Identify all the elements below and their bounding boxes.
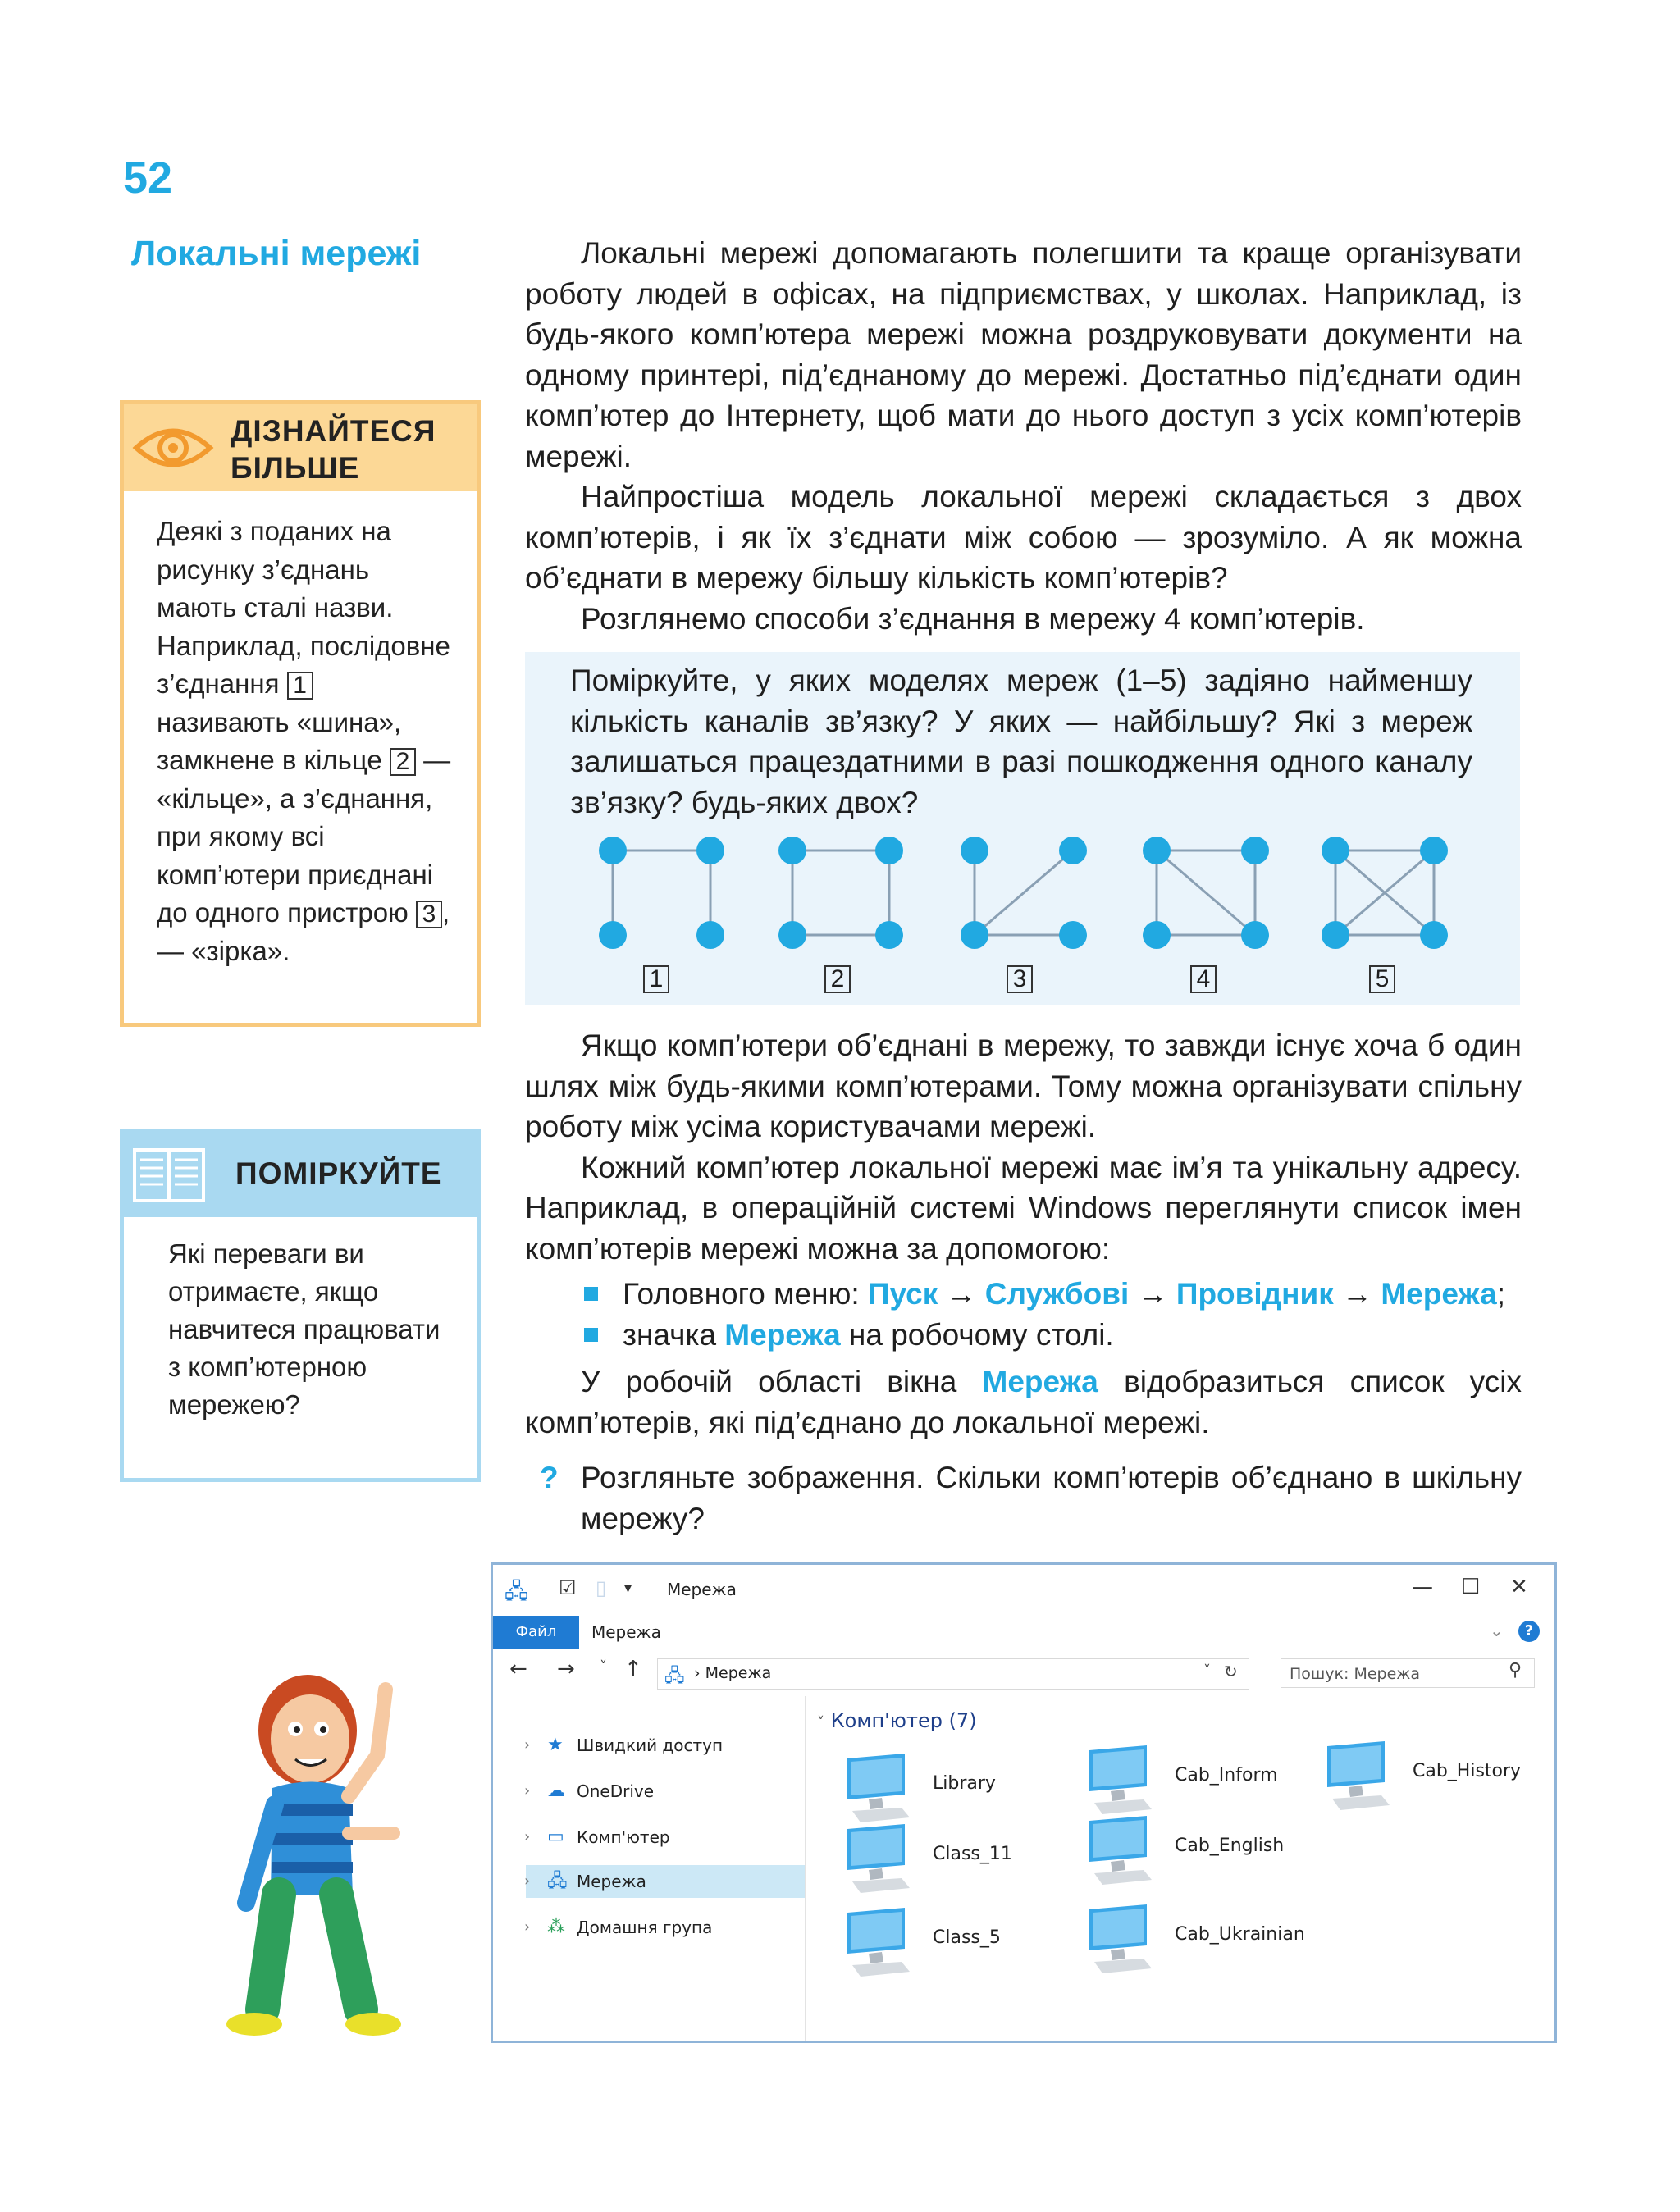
think-box [120,1129,481,1482]
chevron-right-icon[interactable]: › [524,1782,531,1799]
computer-icon [1078,1744,1160,1816]
node [1143,837,1171,864]
cloud-icon: ☁ [547,1781,565,1801]
computer-icon [1078,1814,1160,1886]
think-text: Які переваги ви отримаєте, якщо навчитеся працювати з комп’ютерною мережею? [168,1238,441,1420]
nav-item-quick-access[interactable] [526,1729,805,1762]
computer-icon [836,1906,918,1978]
new-folder-icon[interactable]: ▯ [596,1576,607,1599]
intro-paragraph-2: Найпростіша модель локальної мережі складається з двох комп’ютерів, і як їх з’єднати між собою — зрозуміло. А як можна об’єднати в мережу більшу кількість комп’ютерів? [525,480,1522,595]
question-text: Поміркуйте, у яких моделях мереж (1–5) задіяно найменшу кількість каналів зв’язку? У яких — найбільшу? Які з мереж залишаться працездатними в разі пошкодження одного каналу зв’язку? будь-яких двох? [570,664,1472,819]
address-bar-row [493,1649,1554,1696]
back-arrow-icon[interactable]: ← [509,1657,527,1681]
diagram-label-1: 1 [643,965,669,993]
forward-arrow-icon[interactable]: → [557,1657,575,1681]
node [1420,921,1448,949]
page-number: 52 [123,153,173,203]
bullet-text-2 [623,1315,1114,1356]
chevron-right-icon[interactable]: › [524,1918,531,1936]
computer-name: Class_11 [933,1844,1012,1864]
task-text: Розгляньте зображення. Скільки комп’ютерів об’єднано в шкільну мережу? [581,1461,1522,1535]
node [961,837,988,864]
paragraph-work-area [525,1361,1522,1443]
homegroup-icon: ⁂ [547,1917,565,1937]
label-box: 2 [390,748,416,776]
network-diagrams [525,652,1520,1005]
label-box: 3 [416,901,442,928]
boy-illustration [213,1657,410,2042]
intro-text [525,233,1522,639]
paragraph-paths: Якщо комп’ютери об’єднані в мережу, то завжди існує хоча б один шлях між будь-якими комп’ютерами. Тому можна організувати спільну роботу між усіма користувачами мережі. [525,1028,1522,1143]
properties-icon[interactable]: ☑ [559,1576,577,1599]
nav-label: Домашня група [577,1918,713,1937]
diagram-label-3: 3 [1007,965,1033,993]
address-dropdown-icon[interactable]: ˅ [1203,1662,1211,1680]
node [778,837,806,864]
bullet-square-icon [584,1287,598,1301]
computer-item[interactable] [1078,1903,1305,1977]
bullet-list [525,1274,1522,1355]
customize-dropdown-icon[interactable]: ▾ [624,1580,632,1597]
computer-name: Class_5 [933,1927,1001,1948]
node [961,921,988,949]
nav-item-onedrive[interactable] [526,1775,805,1808]
diagram-label-5: 5 [1369,965,1395,993]
navigation-pane [493,1696,806,2041]
bullet-2-prefix: значка [623,1317,725,1352]
learn-more-text-3: — «кільце», а з’єднання, при якому всі комп’ютери приєднані до одного пристрою [157,745,451,928]
computer-name: Cab_Ukrainian [1175,1924,1305,1945]
network-icon: 🖧 [504,1580,528,1604]
nav-item-network[interactable] [526,1865,805,1898]
computer-icon [836,1822,918,1895]
nav-item-homegroup[interactable] [526,1911,805,1944]
node [875,837,903,864]
close-icon[interactable]: ✕ [1510,1575,1528,1599]
computer-name: Cab_Inform [1175,1765,1278,1786]
work-area-suffix: відобразиться список усіх комп’ютерів, які під’єднано до локальної мережі. [525,1365,1522,1439]
nav-item-computer[interactable] [526,1821,805,1854]
title-bar [493,1565,1554,1616]
chevron-right-icon[interactable]: › [524,1872,531,1890]
node [1322,921,1349,949]
node [1059,921,1087,949]
node [1322,837,1349,864]
bullet-2-suffix: на робочому столі. [840,1317,1114,1352]
node [599,921,627,949]
question-mark-icon: ? [540,1461,559,1494]
recent-dropdown-icon[interactable]: ˅ [600,1658,607,1676]
search-icon: ⚲ [1509,1660,1522,1681]
computer-icon [836,1752,918,1824]
node [1420,837,1448,864]
node [1241,921,1269,949]
learn-more-title-line1: ДІЗНАЙТЕСЯ [231,414,436,448]
computer-item[interactable] [1316,1740,1537,1813]
up-arrow-icon[interactable]: ↑ [624,1657,642,1681]
ribbon [493,1616,1554,1649]
bullet-1-suffix: ; [1496,1277,1505,1311]
node [1143,921,1171,949]
bullet-1-prefix: Головного меню: [623,1277,868,1311]
learn-more-header [124,404,477,491]
computer-icon [1316,1740,1398,1812]
arrow: → [1137,1277,1168,1311]
node [696,921,724,949]
node [875,921,903,949]
search-input[interactable]: Пошук: Мережа [1281,1658,1535,1688]
eye-icon [132,421,214,475]
term-network-window: Мережа [982,1365,1098,1398]
main-text [525,1025,1522,1539]
explorer-window [491,1562,1557,2043]
node [778,921,806,949]
nav-label: Комп'ютер [577,1827,670,1847]
intro-paragraph-1: Локальні мережі допомагають полегшити та краще організувати роботу людей в офісах, на підприємствах, у школах. Наприклад, із будь-якого комп’ютера мережі можна роздруковувати документи на одному принтері, під’єднаному до мережі. Достатньо під’єднати один комп’ютер до Інтернету, щоб мати до нього доступ з усіх комп’ютерів мережі. [525,236,1522,473]
maximize-icon[interactable]: ☐ [1461,1575,1481,1599]
arrow: → [946,1277,977,1311]
learn-more-box [120,400,481,1027]
star-icon: ★ [547,1735,564,1755]
help-icon[interactable]: ? [1518,1621,1540,1642]
work-area-prefix: У робочій області вікна [581,1365,983,1398]
computer-name: Library [933,1773,996,1794]
term-network-icon: Мережа [724,1317,841,1352]
node [599,837,627,864]
tab-network[interactable]: Мережа [591,1622,661,1642]
refresh-icon[interactable]: ↻ [1224,1662,1238,1681]
address-path: › Мережа [694,1664,772,1682]
diagram-label-2: 2 [824,965,851,993]
term-start: Пуск [867,1277,938,1311]
group-header[interactable] [817,1709,977,1732]
arrow: → [1342,1277,1373,1311]
node [1241,837,1269,864]
nav-label: Мережа [577,1872,646,1891]
computer-item[interactable] [836,1906,1057,1980]
book-icon [132,1145,206,1206]
intro-paragraph-3: Розглянемо способи з’єднання в мережу 4 комп’ютерів. [581,601,1365,636]
label-box: 1 [287,672,313,700]
computer-name: Cab_English [1175,1836,1285,1856]
learn-more-title-line2: БІЛЬШЕ [231,451,360,485]
window-title: Мережа [667,1580,737,1599]
bullet-item-2 [584,1315,1522,1356]
chevron-down-icon[interactable]: ˅ [817,1714,824,1731]
learn-more-text-2: називають «шина», замкнене в кільце [157,706,402,775]
computer-item[interactable] [836,1752,1057,1826]
bullet-text-1 [623,1274,1505,1315]
computer-item[interactable] [836,1822,1057,1896]
computer-item[interactable] [1078,1744,1299,1817]
paragraph-names: Кожний комп’ютер локальної мережі має ім’я та унікальну адресу. Наприклад, в операційній системі Windows переглянути список імен комп’ютерів мережі можна за допомогою: [525,1150,1522,1266]
nav-label: OneDrive [577,1781,655,1801]
learn-more-text-4: , — «зірка». [157,897,450,966]
nav-label: Швидкий доступ [577,1735,724,1755]
question-panel [525,652,1520,1005]
tab-file[interactable]: Файл [493,1616,579,1649]
computer-item[interactable] [1078,1814,1299,1888]
address-network-icon: 🖧 [664,1666,685,1686]
computer-name: Cab_History [1413,1761,1522,1781]
chevron-right-icon[interactable]: › [524,1828,531,1845]
learn-more-text [157,513,452,970]
computer-icon [1078,1903,1160,1975]
section-title: Локальні мережі [131,234,422,273]
minimize-icon[interactable]: — [1412,1575,1433,1599]
term-network: Мережа [1381,1277,1497,1311]
network-icon: 🖧 [547,1871,568,1891]
learn-more-title [231,413,436,486]
term-utilities: Службові [984,1277,1130,1311]
address-bar[interactable] [657,1658,1249,1690]
task [525,1457,1522,1539]
group-header-label: Комп'ютер (7) [830,1709,977,1732]
learn-more-text-1: Деякі з поданих на рисунку з’єднань мають сталі назви. Наприклад, послідовне з’єднання [157,516,450,699]
chevron-right-icon[interactable]: › [524,1736,531,1754]
node [696,837,724,864]
think-header [124,1133,477,1217]
bullet-square-icon [584,1328,598,1342]
node [1059,837,1087,864]
ribbon-expand-icon[interactable]: ⌄ [1490,1621,1504,1640]
monitor-icon: ▭ [547,1827,564,1847]
diagram-label-4: 4 [1190,965,1217,993]
bullet-item-1 [584,1274,1522,1315]
term-explorer: Провідник [1176,1277,1334,1311]
think-title: ПОМІРКУЙТЕ [235,1156,442,1190]
